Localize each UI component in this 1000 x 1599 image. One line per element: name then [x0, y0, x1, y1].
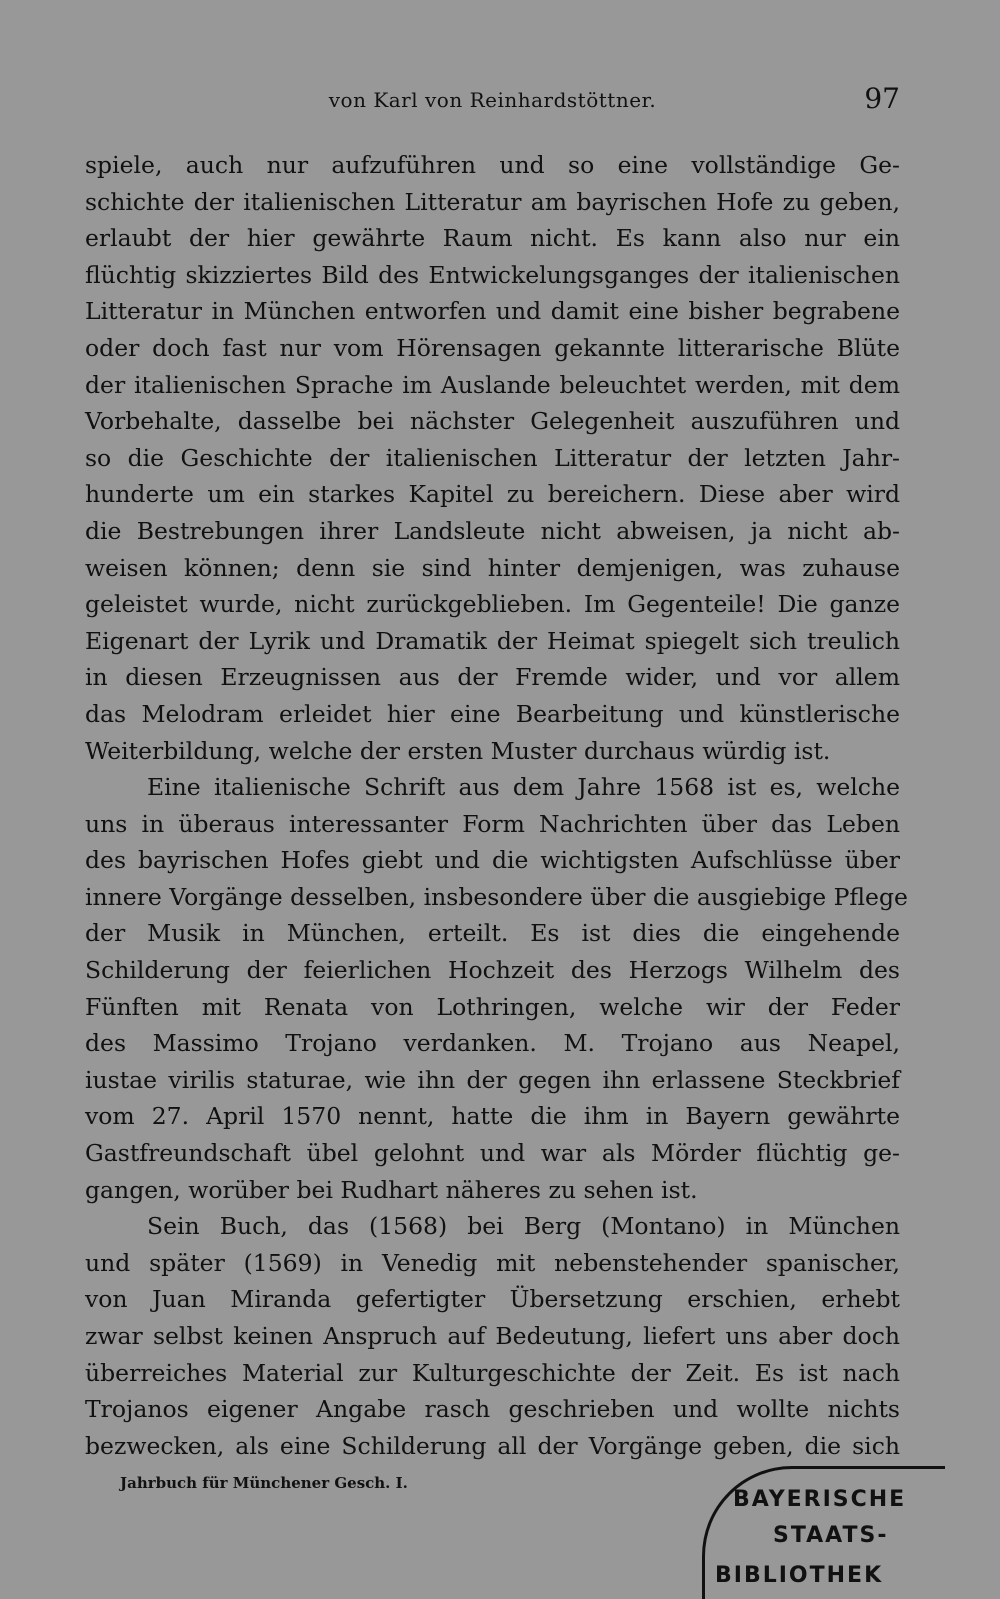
- text-line: der Musik in München, erteilt. Es ist dies die eingehende: [85, 919, 900, 948]
- running-head: von Karl von Reinhardstöttner.: [328, 88, 657, 112]
- text-line: schichte der italienischen Litteratur am bayrischen Hofe zu geben,: [85, 187, 900, 216]
- text-line: Schilderung der feierlichen Hochzeit des Herzogs Wilhelm des: [85, 956, 900, 985]
- text-line: in diesen Erzeugnissen aus der Fremde wider, und vor allem: [85, 663, 900, 692]
- text-line: iustae virilis staturae, wie ihn der gegen ihn erlassene Steckbrief: [85, 1065, 900, 1094]
- text-line: weisen können; denn sie sind hinter demjenigen, was zuhause: [85, 553, 900, 582]
- text-line: überreiches Material zur Kulturgeschichte der Zeit. Es ist nach: [85, 1358, 900, 1387]
- page-header: [85, 82, 900, 122]
- text-line: erlaubt der hier gewährte Raum nicht. Es kann also nur ein: [85, 224, 900, 253]
- text-line: flüchtig skizziertes Bild des Entwickelungsganges der italienischen: [85, 260, 900, 289]
- text-line: das Melodram erleidet hier eine Bearbeitung und künstlerische: [85, 699, 900, 728]
- text-line: spiele, auch nur aufzuführen und so eine vollständige Ge-: [85, 151, 900, 179]
- text-line: Weiterbildung, welche der ersten Muster durchaus würdig ist.: [85, 736, 831, 765]
- text-line: Eine italienische Schrift aus dem Jahre 1568 ist es, welche: [147, 773, 900, 802]
- text-line: bezwecken, als eine Schilderung all der Vorgänge geben, die sich: [85, 1431, 900, 1460]
- text-line: innere Vorgänge desselben, insbesondere über die ausgiebige Pflege: [85, 882, 908, 911]
- text-line: Trojanos eigener Angabe rasch geschrieben und wollte nichts: [85, 1395, 900, 1424]
- text-line: Vorbehalte, dasselbe bei nächster Gelegenheit auszuführen und: [85, 407, 900, 436]
- text-line: so die Geschichte der italienischen Litteratur der letzten Jahr-: [85, 443, 900, 472]
- text-line: geleistet wurde, nicht zurückgeblieben. Im Gegenteile! Die ganze: [85, 590, 900, 619]
- text-line: hunderte um ein starkes Kapitel zu bereichern. Diese aber wird: [85, 480, 900, 509]
- page-number: 97: [864, 82, 900, 115]
- stamp-line-3: BIBLIOTHEK: [715, 1563, 884, 1588]
- text-line: vom 27. April 1570 nennt, hatte die ihm in Bayern gewährte: [85, 1102, 900, 1131]
- text-line: oder doch fast nur vom Hörensagen gekannte litterarische Blüte: [85, 333, 900, 362]
- text-line: des bayrischen Hofes giebt und die wichtigsten Aufschlüsse über: [85, 846, 900, 875]
- text-line: des Massimo Trojano verdanken. M. Trojano aus Neapel,: [85, 1029, 900, 1058]
- body-text: [85, 147, 908, 1464]
- stamp-line-1: BAYERISCHE: [733, 1487, 907, 1512]
- text-line: zwar selbst keinen Anspruch auf Bedeutung, liefert uns aber doch: [85, 1322, 900, 1350]
- text-line: Litteratur in München entworfen und damit eine bisher begrabene: [85, 297, 900, 326]
- text-line: Fünften mit Renata von Lothringen, welche wir der Feder: [85, 992, 900, 1021]
- text-line: Eigenart der Lyrik und Dramatik der Heimat spiegelt sich treulich: [85, 626, 900, 655]
- text-line: uns in überaus interessanter Form Nachrichten über das Leben: [85, 809, 900, 838]
- text-line: von Juan Miranda gefertigter Übersetzung erschien, erhebt: [85, 1285, 900, 1314]
- footer-signature: Jahrbuch für Münchener Gesch. I.: [120, 1474, 408, 1492]
- text-line: der italienischen Sprache im Auslande beleuchtet werden, mit dem: [85, 370, 900, 399]
- text-line: gangen, worüber bei Rudhart näheres zu sehen ist.: [85, 1175, 698, 1204]
- library-stamp: [702, 1466, 945, 1599]
- text-line: Sein Buch, das (1568) bei Berg (Montano) in München: [147, 1212, 900, 1241]
- text-line: die Bestrebungen ihrer Landsleute nicht abweisen, ja nicht ab-: [85, 516, 900, 545]
- text-line: und später (1569) in Venedig mit nebenstehender spanischer,: [85, 1248, 900, 1277]
- stamp-line-2: STAATS-: [773, 1523, 889, 1548]
- text-line: Gastfreundschaft übel gelohnt und war als Mörder flüchtig ge-: [85, 1139, 900, 1168]
